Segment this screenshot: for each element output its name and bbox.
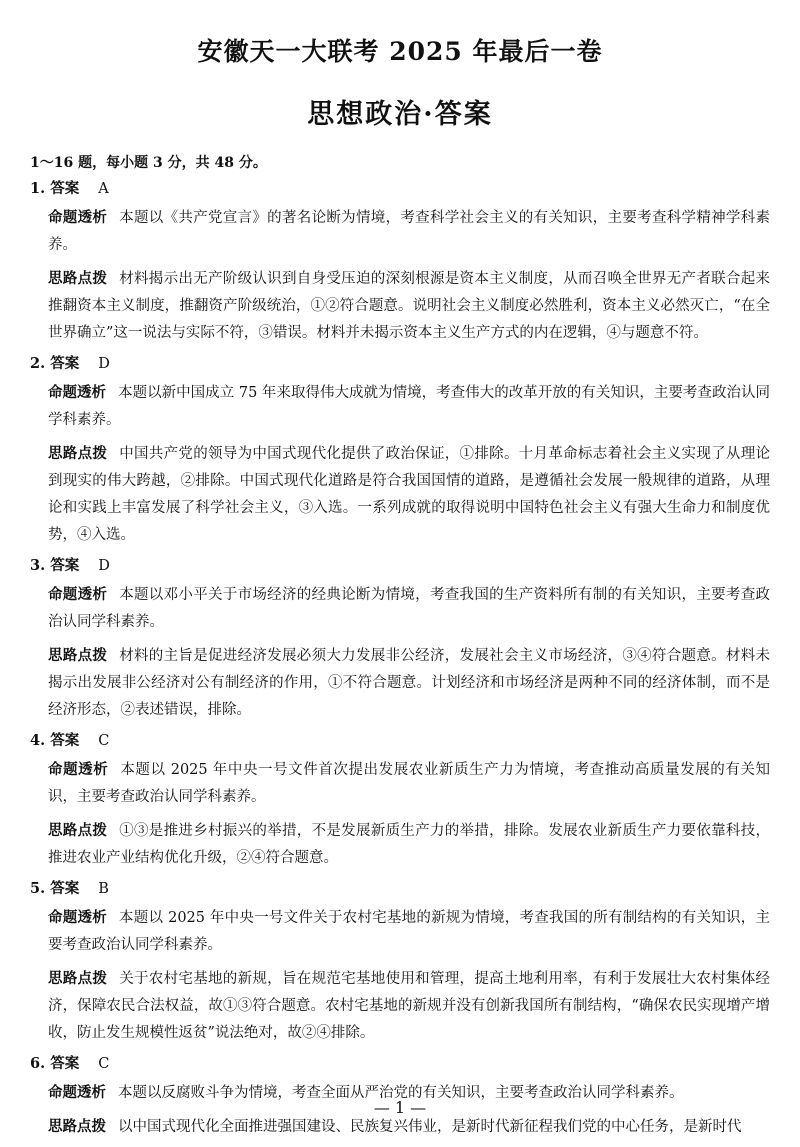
answer-value: C	[98, 733, 110, 749]
answer-label: 答案	[50, 880, 80, 897]
hint-paragraph	[30, 1113, 770, 1141]
analysis-text: 本题以邓小平关于市场经济的经典论断为情境，考查我国的生产资料所有制的有关知识，主要考查政治认同学科素养。	[48, 587, 771, 630]
hint-label: 思路点拨	[48, 1118, 106, 1135]
analysis-paragraph	[30, 756, 770, 811]
hint-text: 材料的主旨是促进经济发展必须大力发展非公经济，发展社会主义市场经济，③④符合题意。材料未揭示出发展非公经济对公有制经济的作用，①不符合题意。计划经济和市场经济是两种不同的经济体制，而不是经济形态，②表述错误，排除。	[48, 648, 771, 718]
analysis-label: 命题透析	[48, 1084, 106, 1101]
analysis-label: 命题透析	[48, 909, 107, 926]
analysis-text: 本题以反腐败斗争为情境，考查全面从严治党的有关知识，主要考查政治认同学科素养。	[118, 1085, 684, 1101]
hint-paragraph	[30, 440, 770, 549]
hint-paragraph	[30, 265, 770, 347]
hint-label: 思路点拨	[48, 445, 108, 462]
answer-value: A	[98, 181, 109, 197]
hint-text: ①③是推进乡村振兴的举措，不是发展新质生产力的举措，排除。发展农业新质生产力要依靠科技，推进农业产业结构优化升级，②④符合题意。	[48, 823, 771, 866]
hint-label: 思路点拨	[48, 647, 108, 664]
question-header	[30, 1053, 770, 1075]
hint-text: 中国共产党的领导为中国式现代化提供了政治保证，①排除。十月革命标志着社会主义实现了从理论到现实的伟大跨越，②排除。中国式现代化道路是符合我国国情的道路，是遵循社会发展一般规律的道路，从理论和实践上丰富发展了科学社会主义，③入选。一系列成就的取得说明中国特色社会主义有强大生命力和制度优势，④入选。	[48, 446, 771, 543]
question-number: 4.	[30, 732, 46, 749]
analysis-text: 本题以 2025 年中央一号文件首次提出发展农业新质生产力为情境，考查推动高质量发展的有关知识，主要考查政治认同学科素养。	[48, 762, 771, 805]
hint-label: 思路点拨	[48, 970, 108, 987]
question-item	[30, 730, 770, 872]
question-number: 6.	[30, 1055, 46, 1072]
analysis-paragraph	[30, 204, 770, 259]
analysis-label: 命题透析	[48, 209, 108, 226]
question-header	[30, 878, 770, 900]
hint-label: 思路点拨	[48, 270, 108, 287]
analysis-paragraph	[30, 379, 770, 434]
question-item	[30, 1053, 770, 1141]
question-number: 2.	[30, 355, 46, 372]
hint-label: 思路点拨	[48, 822, 108, 839]
question-list	[30, 178, 770, 1147]
analysis-label: 命题透析	[48, 384, 107, 401]
answer-label: 答案	[50, 1055, 80, 1072]
answer-label: 答案	[50, 355, 80, 372]
analysis-text: 本题以 2025 年中央一号文件关于农村宅基地的新规为情境，考查我国的所有制结构的有关知识，主要考查政治认同学科素养。	[48, 910, 771, 953]
question-item	[30, 178, 770, 347]
hint-text: 材料揭示出无产阶级认识到自身受压迫的深刻根源是资本主义制度，从而召唤全世界无产者联合起来推翻资本主义制度，推翻资产阶级统治，①②符合题意。说明社会主义制度必然胜利，资本主义必然灭亡，“在全世界确立”这一说法与实际不符，③错误。材料并未揭示资本主义生产方式的内在逻辑，④与题意不符。	[48, 271, 771, 341]
analysis-text: 本题以《共产党宣言》的著名论断为情境，考查科学社会主义的有关知识，主要考查科学精神学科素养。	[48, 210, 771, 253]
page-subtitle: 思想政治·答案	[307, 99, 493, 130]
analysis-text: 本题以新中国成立 75 年来取得伟大成就为情境，考查伟大的改革开放的有关知识，主要考查政治认同学科素养。	[48, 385, 771, 428]
question-header	[30, 178, 770, 200]
question-number: 5.	[30, 880, 46, 897]
hint-text: 以中国式现代化全面推进强国建设、民族复兴伟业，是新时代新征程我们党的中心任务，是新时代	[118, 1119, 742, 1135]
answer-value: B	[98, 881, 109, 897]
analysis-paragraph	[30, 904, 770, 959]
question-item	[30, 555, 770, 724]
question-item	[30, 878, 770, 1047]
hint-paragraph	[30, 965, 770, 1047]
scoring-intro: 1～16 题，每小题 3 分，共 48 分。	[30, 155, 267, 171]
analysis-label: 命题透析	[48, 586, 108, 603]
analysis-paragraph	[30, 581, 770, 636]
hint-text: 关于农村宅基地的新规，旨在规范宅基地使用和管理，提高土地利用率，有利于发展壮大农村集体经济，保障农民合法权益，故①③符合题意。农村宅基地的新规并没有创新我国所有制结构，“确保农民实现增产增收，防止发生规模性返贫”说法绝对，故②④排除。	[48, 971, 771, 1041]
question-header	[30, 555, 770, 577]
question-header	[30, 730, 770, 752]
question-number: 1.	[30, 180, 46, 197]
answer-value: D	[98, 558, 110, 574]
answer-value: C	[98, 1056, 110, 1072]
hint-paragraph	[30, 642, 770, 724]
page-title: 安徽天一大联考 2025 年最后一卷	[197, 37, 603, 66]
question-number: 3.	[30, 557, 46, 574]
answer-label: 答案	[50, 732, 80, 749]
analysis-label: 命题透析	[48, 761, 109, 778]
hint-paragraph	[30, 817, 770, 872]
answer-label: 答案	[50, 180, 80, 197]
question-header	[30, 353, 770, 375]
question-item	[30, 353, 770, 549]
page-number: — 1 —	[373, 1098, 427, 1117]
answer-label: 答案	[50, 557, 80, 574]
answer-value: D	[98, 356, 110, 372]
